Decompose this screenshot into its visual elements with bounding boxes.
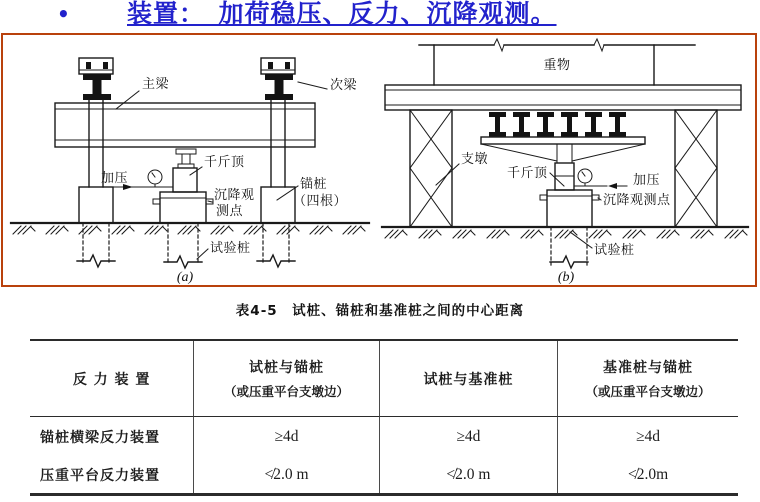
- caption-b: (b): [557, 270, 575, 285]
- label-jack: 千斤顶: [507, 166, 548, 181]
- col-header-line1: 基准桩与锚桩: [603, 360, 694, 376]
- label-secondary-beam: 次梁: [330, 78, 358, 93]
- test-pile-cap: [540, 190, 599, 227]
- ibeam-row: [481, 112, 645, 163]
- cell-weight-platform-c1: ≮2.0 m: [194, 456, 379, 493]
- label-pressurize: 加压: [101, 171, 129, 186]
- platform-beam: [385, 85, 741, 110]
- label-test-pile: 试验桩: [594, 243, 635, 258]
- test-pile-cap: [153, 192, 213, 223]
- label-test-pile: 试验桩: [210, 241, 251, 256]
- support-pier-left: [410, 110, 452, 227]
- ground: [11, 223, 369, 234]
- col-header-line2: （或压重平台支墩边）: [223, 384, 349, 399]
- buried-pile: [550, 227, 588, 268]
- col-header-line1: 试桩与基准桩: [423, 371, 514, 388]
- cell-weight-platform-c2: ≮2.0 m: [380, 456, 558, 493]
- ground: [382, 227, 748, 238]
- col-header-line2: （或压重平台支墩边）: [585, 384, 711, 399]
- col-header-testpile-anchorpile: [194, 341, 379, 417]
- col-header-reaction-device: [30, 341, 194, 417]
- page-title: 装置： 加荷稳压、反力、沉降观测。: [127, 0, 557, 28]
- cell-weight-platform-c3: ≮2.0m: [627, 465, 669, 483]
- label-jack: 千斤顶: [204, 155, 245, 170]
- label-anchor-pile-line1: 锚桩: [300, 177, 328, 192]
- label-weight: 重物: [543, 58, 571, 73]
- cell-anchor-beam-c1: ≥4d: [194, 417, 379, 456]
- cell-anchor-beam-c2: ≥4d: [380, 417, 558, 456]
- diagram-b: [377, 35, 755, 285]
- row-label-anchor-beam: 锚桩横梁反力装置: [30, 417, 194, 456]
- label-settlement-line1: 沉降观: [214, 188, 255, 203]
- label-anchor-pile-line2: （四根）: [293, 194, 348, 209]
- label-settlement-point: 沉降观测点: [603, 193, 671, 208]
- col-header-testpile-datumpile: [380, 341, 558, 417]
- cell-anchor-beam-c3: ≥4d: [636, 427, 661, 445]
- row-label-weight-platform: 压重平台反力装置: [30, 456, 194, 493]
- buried-piles: [77, 223, 295, 268]
- col-header-line1: 反 力 装 置: [72, 371, 151, 388]
- label-settlement-line2: 测点: [216, 204, 244, 219]
- table-title: 表4-5 试桩、锚桩和基准桩之间的中心距离: [235, 303, 525, 319]
- col-header-datumpile-anchorpile: [558, 341, 738, 417]
- support-pier-right: [675, 110, 717, 227]
- caption-a: (a): [176, 270, 194, 285]
- col-header-line1: 试桩与锚桩: [248, 360, 324, 376]
- label-support-pier: 支墩: [461, 152, 489, 167]
- diagram-a: [3, 35, 377, 285]
- diagram-panel: [1, 33, 757, 287]
- main-beam: [55, 103, 315, 147]
- distance-table: [30, 339, 738, 496]
- jack-assembly: [555, 163, 627, 190]
- label-main-beam: 主梁: [142, 77, 170, 92]
- label-pressurize: 加压: [633, 173, 661, 188]
- title-bullet: •: [57, 2, 70, 26]
